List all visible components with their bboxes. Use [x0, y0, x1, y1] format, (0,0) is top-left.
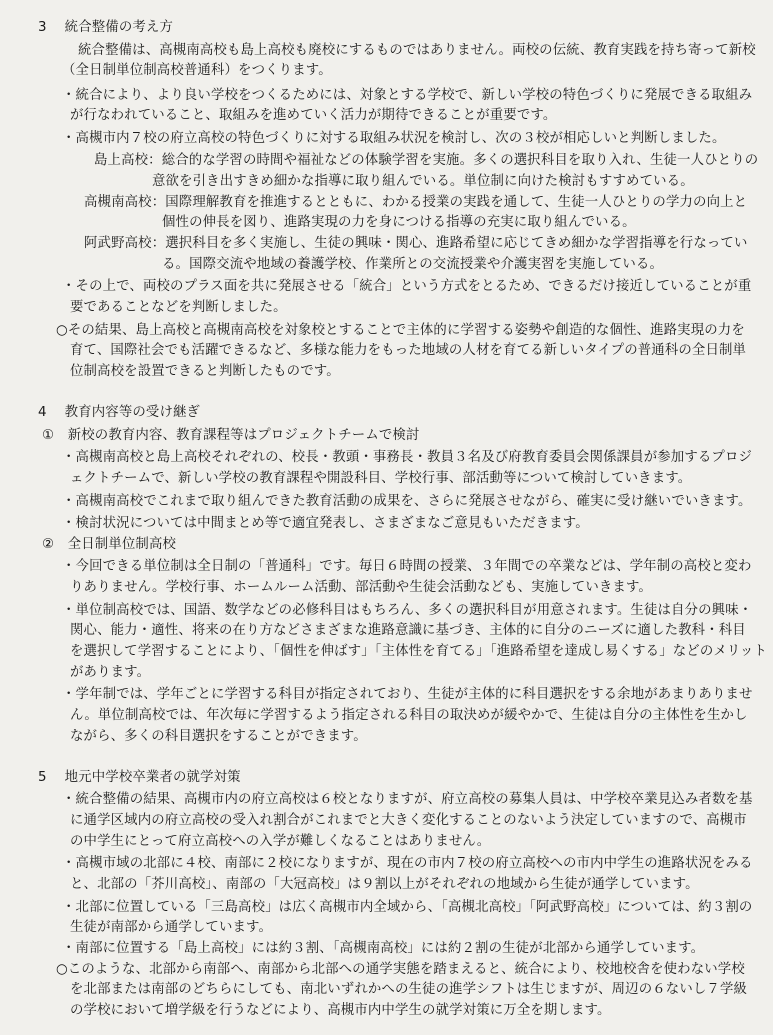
bullet-continuation: ェクトチームで、新しい学校の教育課程や開設科目、学校行事、部活動等について検討していきます。 [70, 471, 692, 487]
bullet-continuation: と、北部の「芥川高校」、南部の「大冠高校」は９割以上がそれぞれの地域から生徒が通学しています。 [70, 877, 699, 893]
bullet-line: ・北部に位置している「三島高校」は広く高槻市内全域から、「高槻北高校」「阿武野高校」については、約３割の [62, 899, 753, 915]
bullet-line: ・今回できる単位制は全日制の「普通科」です。毎日６時間の授業、３年間での卒業などは、学年制の高校と変わ [62, 559, 752, 575]
bullet-continuation: りありません。学校行事、ホームルーム活動、部活動や生徒会活動なども、実施していきます。 [70, 580, 652, 596]
section-3-heading [38, 18, 173, 38]
section-number: 4 [38, 405, 47, 421]
bullet-continuation: が行なわれていること、取組みを進めていく活力が期待できることが重要です。 [70, 108, 557, 124]
bullet-line: ・高槻南高校でこれまで取り組んできた教育活動の成果を、さらに発展させながら、確実に受け継いでいきます。 [62, 493, 752, 509]
bullet-line: ・検討状況については中間まとめ等で適宜発表し、さまざまなご意見もいただきます。 [62, 516, 589, 532]
bullet-continuation: ながら、多くの科目選択をすることができます。 [70, 728, 367, 744]
section-4-heading [38, 403, 200, 423]
bullet-continuation: 関心、能力・適性、将来の在り方などさまざまな進路意識に基づき、主体的に自分のニーズに適した教科・科目 [70, 623, 746, 639]
section-number: 3 [38, 20, 47, 35]
bullet-continuation: 生徒が南部から通学しています。 [70, 920, 273, 936]
conclusion-continuation: の学校において増学級を行うなどにより、高槻市内中学生の就学対策に万全を期します。 [70, 1003, 611, 1018]
bullet-line: ・高槻市域の北部に４校、南部に２校になりますが、現在の市内７校の府立高校への市内中学生の進路状況をみる [62, 856, 753, 872]
school-description-line: 島上高校：総合的な学習の時間や福祉などの体験学習を実施。多くの選択科目を取り入れ、生徒一人ひとりの [94, 153, 759, 169]
conclusion-continuation: を北部または南部のどちらにしても、南北いずれかへの生徒の進学シフトは生じますが、周辺の６ないし７学級 [70, 982, 748, 998]
bullet-line: ・統合により、より良い学校をつくるためには、対象とする学校で、新しい学校の特色づくりに発展できる取組み [62, 87, 753, 103]
school-description-continuation: 意欲を引き出すきめ細かな指導に取り組んでいる。単位制に向けた検討もすすめている。 [152, 174, 694, 190]
bullet-continuation: を選択して学習することにより、「個性を伸ばす」「主体性を育てる」「進路希望を達成し易くする」などのメリット [70, 644, 768, 659]
school-description-line: 阿武野高校：選択科目を多く実施し、生徒の興味・関心、進路希望に応じてきめ細かな学習指導を行なってい [84, 236, 748, 252]
bullet-line: ・その上で、両校のプラス面を共に発展させる「統合」という方式をとるため、できるだけ接近していることが重 [62, 279, 752, 295]
conclusion-continuation: 育て、国際社会でも活躍できるなど、多様な能力をもった地域の人材を育てる新しいタイプの普通科の全日制単 [70, 343, 747, 359]
bullet-continuation: ん。単位制高校では、年次毎に学習するよう指定される科目の取決めが緩やかで、生徒は自分の主体性を生かし [70, 707, 748, 723]
school-description-continuation: る。国際交流や地域の養護学校、作業所との交流授業や介護実習を実施している。 [162, 256, 664, 272]
bullet-continuation: の中学生にとって府立高校への入学が難しくなることはありません。 [70, 833, 491, 849]
paragraph-line: 統合整備は、高槻南高校も島上高校も廃校にするものではありません。両校の伝統、教育実践を持ち寄って新校 [78, 42, 756, 58]
bullet-line: ・単位制高校では、国語、数学などの必修科目はもちろん、多くの選択科目が用意されます。生徒は自分の興味・ [62, 602, 753, 618]
bullet-line: ・統合整備の結果、高槻市内の府立高校は６校となりますが、府立高校の募集人員は、中学校卒業見込み者数を基 [62, 792, 753, 808]
school-description-continuation: 個性の伸長を図り、進路実現の力を身につける指導の充実に取り組んでいる。 [162, 215, 636, 231]
section-title: 地元中学校卒業者の就学対策 [64, 769, 241, 785]
subsection-heading: ① 新校の教育内容、教育課程等はプロジェクトチームで検討 [42, 427, 420, 443]
paragraph-line: （全日制単位制高校普通科）をつくります。 [62, 63, 332, 79]
bullet-continuation: 要であることなどを判断しました。 [70, 300, 287, 316]
conclusion-continuation: 位制高校を設置できると判断したものです。 [70, 363, 340, 379]
bullet-continuation: があります。 [70, 664, 151, 680]
school-description-line: 高槻南高校：国際理解教育を推進するとともに、わかる授業の実践を通して、生徒一人ひとりの学力の向上と [84, 194, 748, 210]
subsection-heading: ② 全日制単位制高校 [42, 536, 177, 552]
section-title: 統合整備の考え方 [64, 20, 173, 35]
bullet-continuation: に通学区域内の府立高校の受入れ割合がこれまでと大きく変化することのないよう決定していますので、高槻市 [70, 813, 747, 829]
bullet-line: ・学年制では、学年ごとに学習する科目が指定されており、生徒が主体的に科目選択をする余地があまりありませ [62, 687, 753, 703]
section-5-heading [38, 768, 241, 788]
bullet-line: ・高槻南高校と島上高校それぞれの、校長・教頭・事務長・教員３名及び府教育委員会関係課員が参加するプロジ [62, 450, 753, 466]
bullet-line: ・高槻市内７校の府立高校の特色づくりに対する取組み状況を検討し、次の３校が相応しいと判断しました。 [62, 130, 726, 146]
section-title: 教育内容等の受け継ぎ [64, 405, 201, 421]
conclusion-line: ○その結果、島上高校と高槻南高校を対象校とすることで主体的に学習する姿勢や創造的な個性、進路実現の力を [56, 322, 745, 338]
section-number: 5 [38, 769, 47, 785]
bullet-line: ・南部に位置する「島上高校」には約３割、「高槻南高校」には約２割の生徒が北部から通学しています。 [62, 940, 705, 956]
conclusion-line: ○このような、北部から南部へ、南部から北部への通学実態を踏まえると、統合により、校地校舎を使わない学校 [56, 961, 745, 977]
